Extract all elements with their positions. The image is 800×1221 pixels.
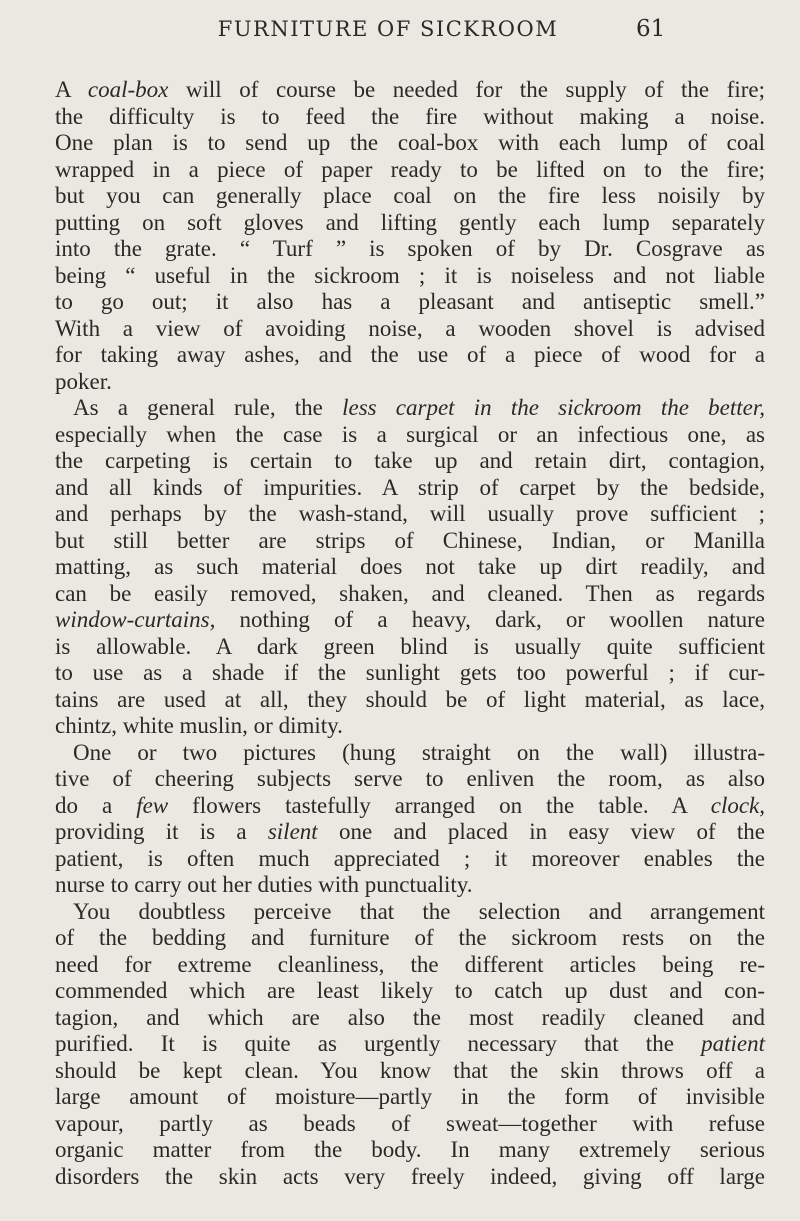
text-line: One plan is to send up the coal-box with each lump of coal xyxy=(55,130,765,155)
text-line: As a general rule, the less carpet in the sickroom the better, xyxy=(73,395,765,420)
text-line: being “ useful in the sickroom ; it is noiseless and not liable xyxy=(55,262,765,288)
text-line: the carpeting is certain to take up and retain dirt, contagion, xyxy=(55,448,765,473)
text-line: especially when the case is a surgical or an infectious one, as xyxy=(55,421,765,447)
text-line: nurse to carry out her duties with punctuality. xyxy=(55,872,473,897)
text-line: need for extreme cleanliness, the different articles being re- xyxy=(55,951,765,977)
text-line: vapour, partly as beads of sweat—together with refuse xyxy=(55,1110,765,1136)
page-header xyxy=(0,12,800,46)
text-line: chintz, white muslin, or dimity. xyxy=(55,713,343,738)
text-line: tive of cheering subjects serve to enliven the room, as also xyxy=(55,766,765,791)
text-line: You doubtless perceive that the selection and arrangement xyxy=(73,898,765,924)
text-line: providing it is a silent one and placed in easy view of the xyxy=(55,819,765,844)
text-line: can be easily removed, shaken, and cleaned. Then as regards xyxy=(55,580,765,606)
text-line: matting, as such material does not take up dirt readily, and xyxy=(55,554,765,579)
text-line: to use as a shade if the sunlight gets too powerful ; if cur- xyxy=(55,660,765,685)
text-line: the difficulty is to feed the fire without making a noise. xyxy=(55,103,765,129)
text-line: wrapped in a piece of paper ready to be lifted on to the fire; xyxy=(55,156,765,182)
text-line: With a view of avoiding noise, a wooden shovel is advised xyxy=(55,315,765,341)
text-line: putting on soft gloves and lifting gently each lump separately xyxy=(55,209,765,235)
text-line: window-curtains, nothing of a heavy, dark, or woollen nature xyxy=(55,607,765,632)
text-line: tagion, and which are also the most readily cleaned and xyxy=(55,1004,765,1030)
text-line: of the bedding and furniture of the sickroom rests on the xyxy=(55,925,765,950)
page-number: 61 xyxy=(636,16,666,42)
text-line: into the grate. “ Turf ” is spoken of by Dr. Cosgrave as xyxy=(55,236,765,261)
text-line: disorders the skin acts very freely indeed, giving off large xyxy=(55,1163,765,1189)
text-line: is allowable. A dark green blind is usually quite sufficient xyxy=(55,633,765,659)
text-line: patient, is often much appreciated ; it moreover enables the xyxy=(55,845,765,871)
text-line: organic matter from the body. In many extremely serious xyxy=(55,1137,765,1162)
text-line: to go out; it also has a pleasant and antiseptic smell.” xyxy=(55,289,765,314)
text-line: poker. xyxy=(55,368,112,394)
text-line: commended which are least likely to catch up dust and con- xyxy=(55,978,765,1003)
running-title: FURNITURE OF SICKROOM xyxy=(217,17,559,41)
text-line: but still better are strips of Chinese, Indian, or Manilla xyxy=(55,527,765,553)
text-line: and all kinds of impurities. A strip of carpet by the bedside, xyxy=(55,474,765,500)
text-line: tains are used at all, they should be of light material, as lace, xyxy=(55,686,765,712)
body-text xyxy=(55,77,765,1190)
text-line: and perhaps by the wash-stand, will usually prove sufficient ; xyxy=(55,501,765,526)
text-line: for taking away ashes, and the use of a piece of wood for a xyxy=(55,342,765,367)
text-line: but you can generally place coal on the fire less noisily by xyxy=(55,183,765,208)
text-line: One or two pictures (hung straight on the wall) illustra- xyxy=(73,739,765,765)
text-line: large amount of moisture—partly in the form of invisible xyxy=(55,1084,765,1109)
text-line: do a few flowers tastefully arranged on the table. A clock, xyxy=(55,792,765,818)
text-line: A coal-box will of course be needed for the supply of the fire; xyxy=(55,77,765,102)
text-line: should be kept clean. You know that the skin throws off a xyxy=(55,1057,765,1083)
text-line: purified. It is quite as urgently necessary that the patient xyxy=(55,1031,765,1056)
